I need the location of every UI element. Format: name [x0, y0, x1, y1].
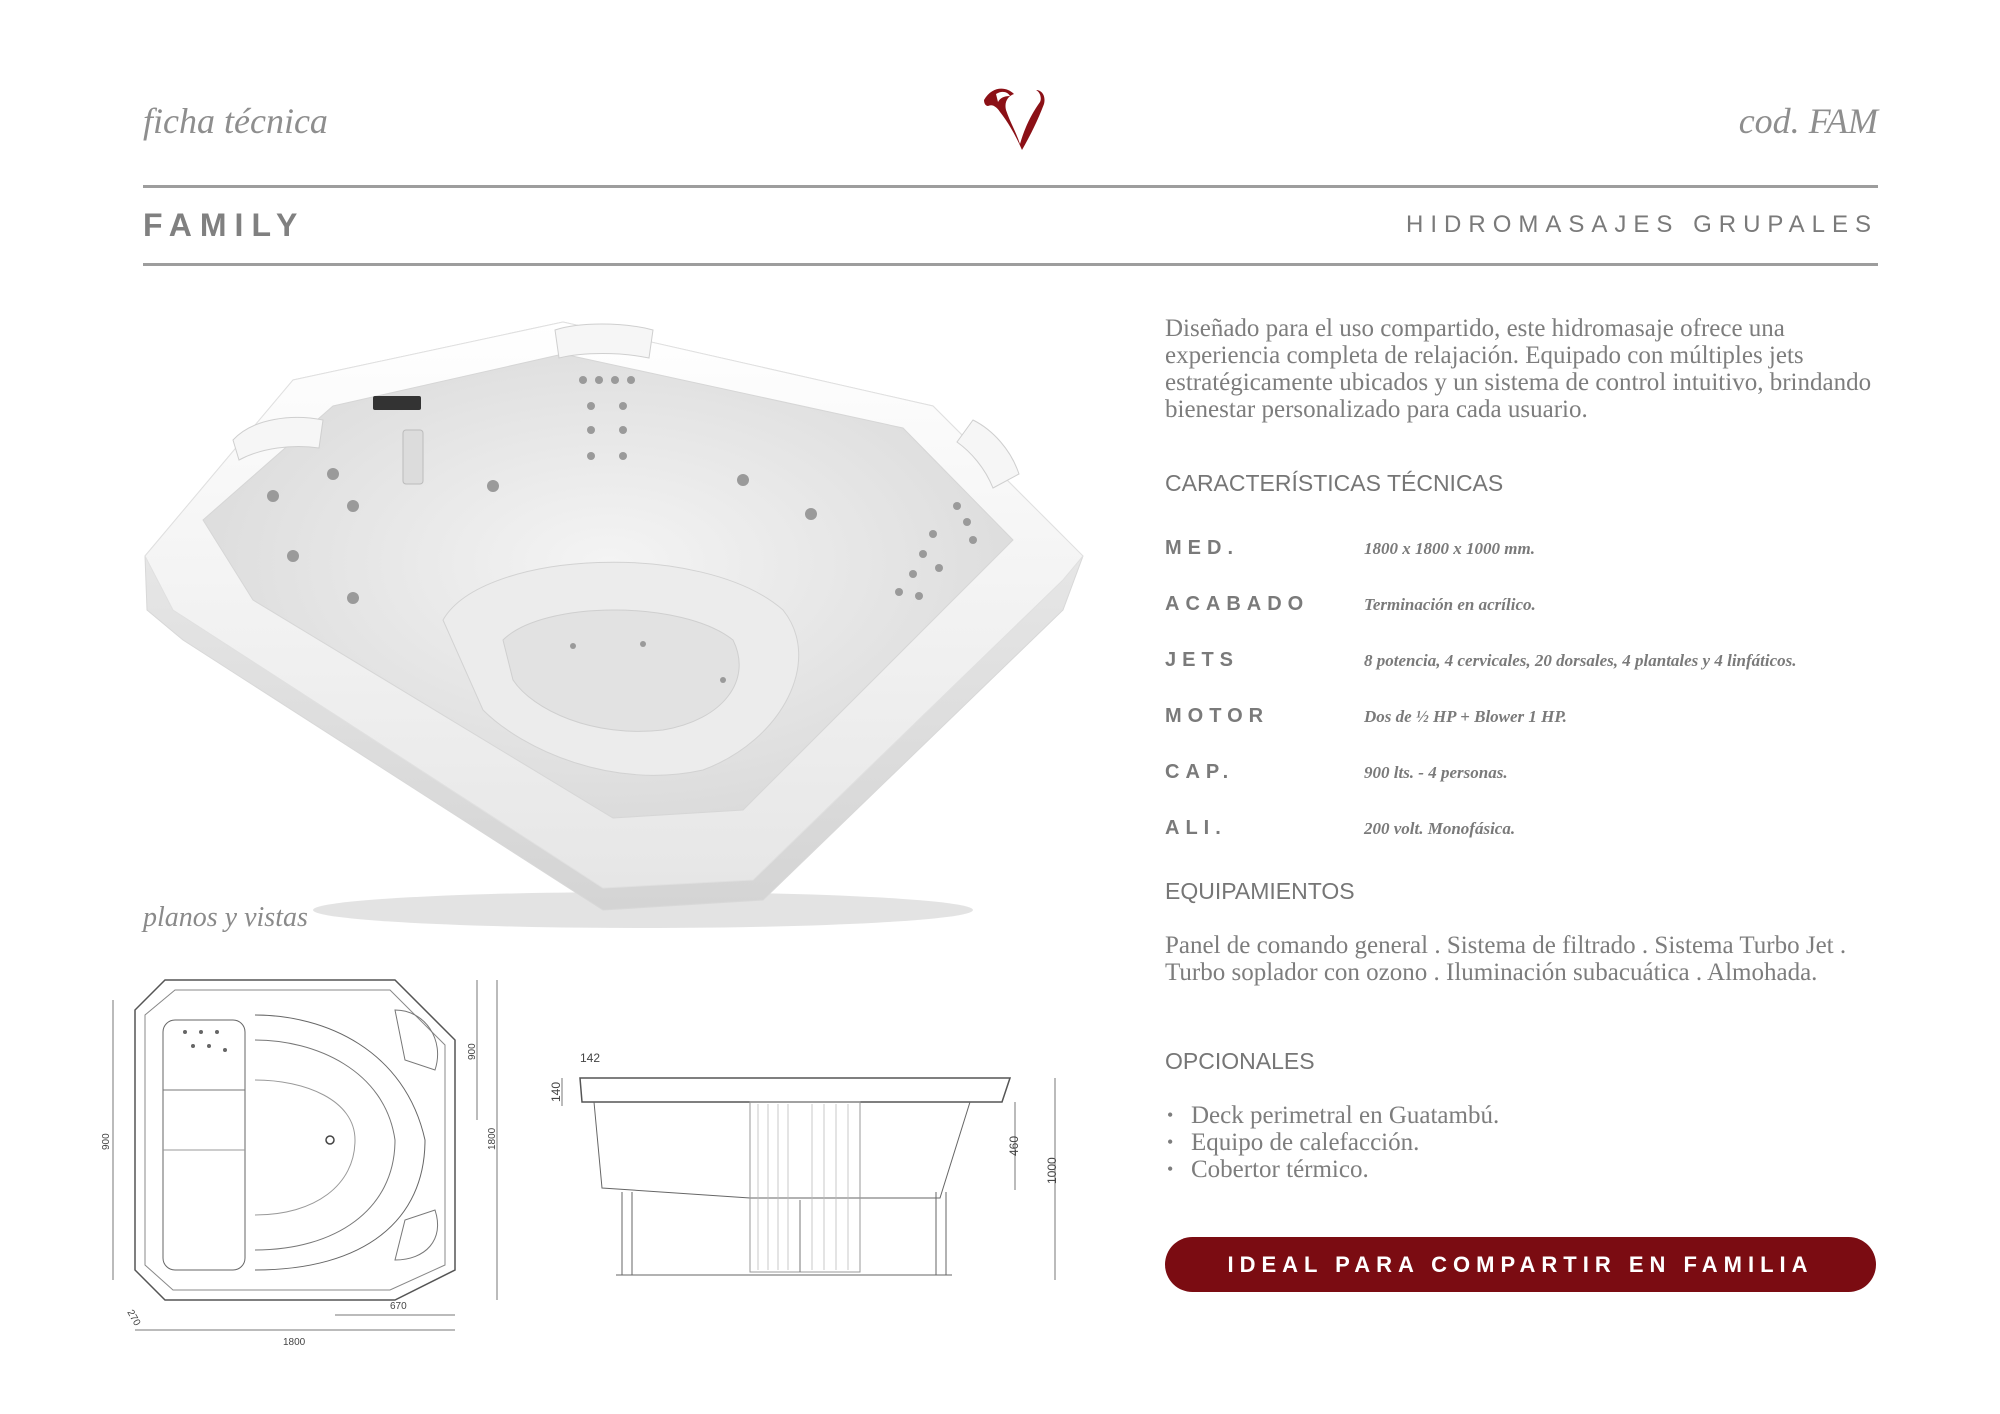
- document-type-label: ficha técnica: [143, 101, 328, 141]
- list-item: • Equipo de calefacción.: [1165, 1129, 1880, 1156]
- dim-right-total: 1800: [487, 1127, 498, 1150]
- plans-label: planos y vistas: [143, 902, 308, 933]
- top-view-plan: [101, 970, 530, 1355]
- dim-left: 900: [101, 1133, 112, 1150]
- specs-heading: CARACTERÍSTICAS TÉCNICAS: [1165, 470, 1504, 496]
- spec-value-acabado: Terminación en acrílico.: [1364, 595, 1536, 614]
- spec-label-jets: JETS: [1165, 649, 1240, 671]
- optionals-heading: OPCIONALES: [1165, 1048, 1315, 1074]
- dim-right-top: 900: [467, 1043, 478, 1060]
- list-item: • Cobertor térmico.: [1165, 1156, 1880, 1183]
- side-view-plan: [540, 1040, 1070, 1300]
- spec-label-motor: MOTOR: [1165, 705, 1270, 727]
- spec-value-motor: Dos de ½ HP + Blower 1 HP.: [1364, 707, 1567, 726]
- dim-corner: 270: [124, 1308, 143, 1328]
- dim-inner: 460: [1007, 1135, 1021, 1156]
- spec-label-cap: CAP.: [1165, 761, 1235, 783]
- brand-logo: [978, 80, 1048, 152]
- title-divider: [143, 263, 1878, 266]
- product-name: FAMILY: [143, 207, 306, 243]
- cta-banner: IDEAL PARA COMPARTIR EN FAMILIA: [1165, 1237, 1876, 1292]
- list-item: • Deck perimetral en Guatambú.: [1165, 1102, 1880, 1129]
- logo-mark-icon: [978, 80, 1048, 152]
- product-category: HIDROMASAJES GRUPALES: [1406, 211, 1878, 238]
- optionals-list: [1165, 1102, 1880, 1183]
- product-photo: [143, 310, 1088, 940]
- dim-lip-height: 140: [549, 1081, 563, 1102]
- header-divider: [143, 185, 1878, 188]
- spec-label-acabado: ACABADO: [1165, 593, 1310, 615]
- spec-value-cap: 900 lts. - 4 personas.: [1364, 763, 1508, 782]
- spec-value-med: 1800 x 1800 x 1000 mm.: [1364, 539, 1535, 558]
- spec-value-ali: 200 volt. Monofásica.: [1364, 819, 1516, 838]
- equipment-text: Panel de comando general . Sistema de filtrado . Sistema Turbo Jet . Turbo soplador con ozono . Iluminación subacuática . Almohada.: [1165, 932, 1847, 986]
- dim-lip: 142: [580, 1051, 601, 1065]
- spec-label-ali: ALI.: [1165, 817, 1227, 839]
- spec-label-med: MED.: [1165, 537, 1239, 559]
- dim-bottom-part: 670: [390, 1301, 407, 1312]
- dim-bottom-total: 1800: [283, 1337, 306, 1348]
- spec-value-jets: 8 potencia, 4 cervicales, 20 dorsales, 4 plantales y 4 linfáticos.: [1364, 651, 1797, 670]
- product-description: Diseñado para el uso compartido, este hidromasaje ofrece una experiencia completa de relajación. Equipado con múltiples jets estratégicamente ubicados y un sistema de control intuitivo, brindando bienestar personalizado para cada usuario.: [1165, 315, 1872, 423]
- dim-total: 1000: [1045, 1157, 1059, 1184]
- product-code: cod. FAM: [1738, 101, 1878, 141]
- equipment-heading: EQUIPAMIENTOS: [1165, 878, 1355, 904]
